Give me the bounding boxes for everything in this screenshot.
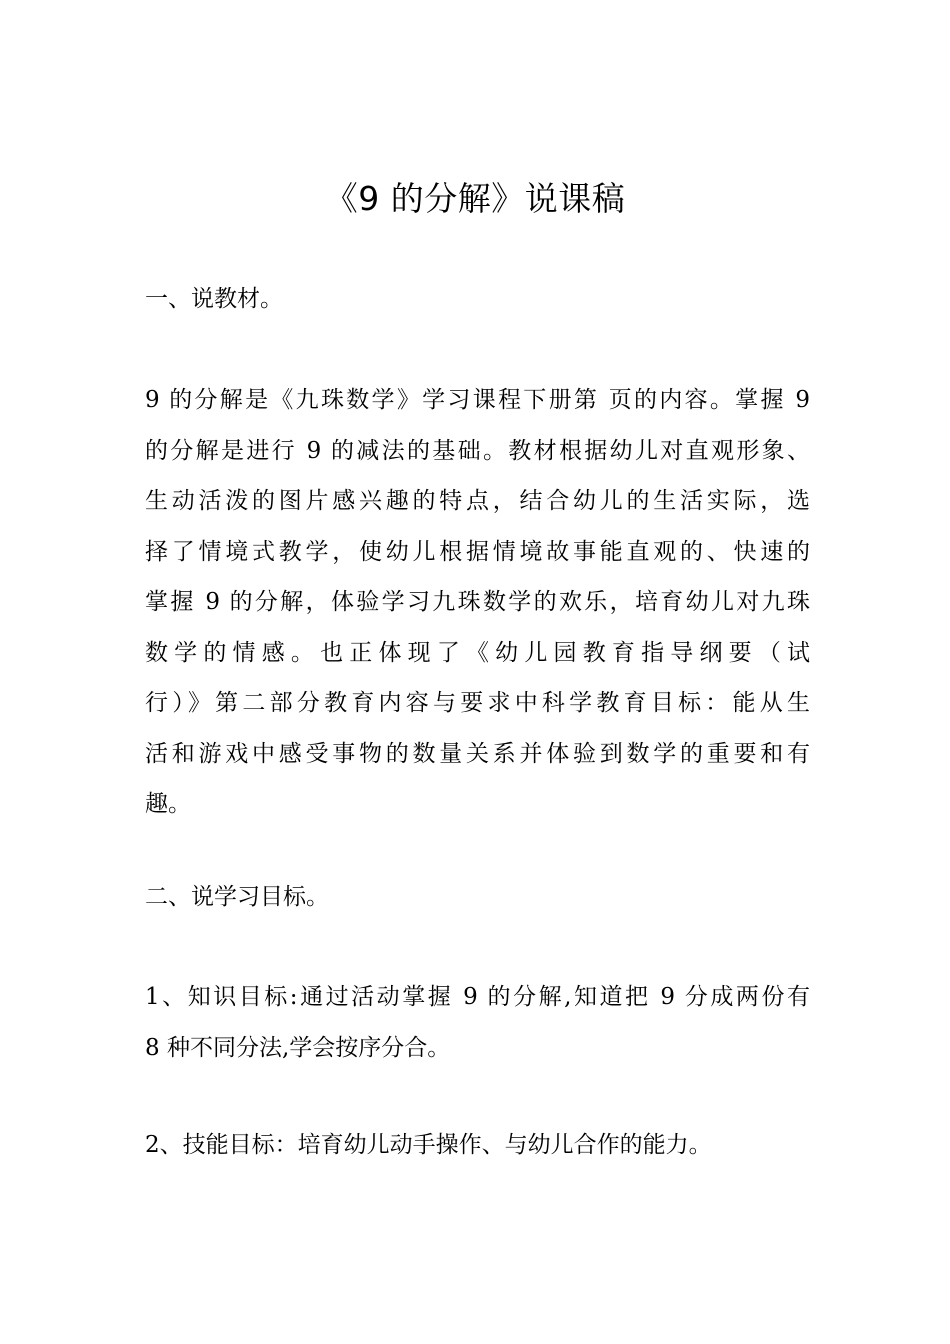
paragraph-line: 掌握 9 的分解，体验学习九珠数学的欢乐，培育幼儿对九珠 xyxy=(145,589,810,615)
knowledge-goal-paragraph xyxy=(145,972,810,1073)
paragraph-line: 数学的情感。也正体现了《幼儿园教育指导纲要（试 xyxy=(145,639,810,666)
section-heading-goals: 二、说学习目标。 xyxy=(145,884,329,910)
paragraph-line: 行）》第二部分教育内容与要求中科学教育目标：能从生 xyxy=(145,690,810,716)
paragraph-line: 趣。 xyxy=(145,791,191,817)
paragraph-line: 1、知识目标:通过活动掌握 9 的分解,知道把 9 分成两份有 xyxy=(145,984,810,1010)
textbook-paragraph xyxy=(145,375,810,830)
paragraph-line: 生动活泼的图片感兴趣的特点，结合幼儿的生活实际，选 xyxy=(145,488,810,514)
skill-goal-paragraph: 2、技能目标：培育幼儿动手操作、与幼儿合作的能力。 xyxy=(145,1132,712,1158)
paragraph-line: 择了情境式教学，使幼儿根据情境故事能直观的、快速的 xyxy=(145,538,810,565)
paragraph-line: 9 的分解是《九珠数学》学习课程下册第 页的内容。掌握 9 xyxy=(145,387,810,413)
paragraph-line: 8 种不同分法,学会按序分合。 xyxy=(145,1034,451,1061)
section-heading-textbook: 一、说教材。 xyxy=(145,286,283,312)
page-title: 《9 的分解》说课稿 xyxy=(324,179,626,218)
paragraph-line: 活和游戏中感受事物的数量关系并体验到数学的重要和有 xyxy=(145,740,810,767)
paragraph-line: 的分解是进行 9 的减法的基础。教材根据幼儿对直观形象、 xyxy=(145,437,810,464)
